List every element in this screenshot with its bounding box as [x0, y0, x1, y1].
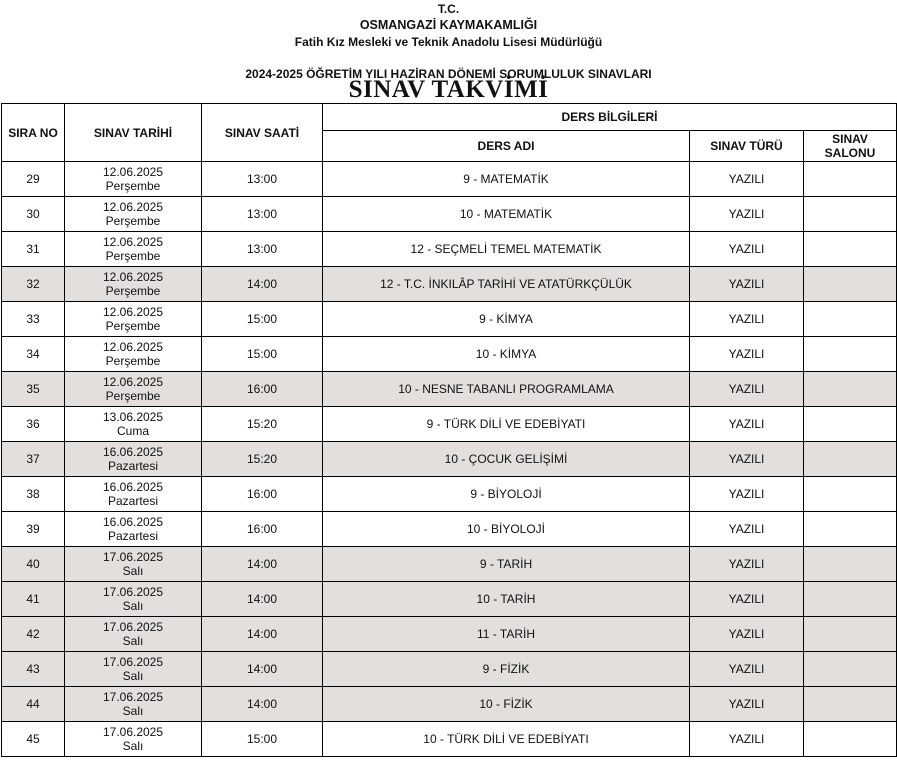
cell-sira-no: 29 — [2, 162, 65, 197]
cell-sira-no: 41 — [2, 582, 65, 617]
cell-sinav-salonu — [804, 372, 897, 407]
cell-sira-no: 32 — [2, 267, 65, 302]
table-row — [2, 722, 897, 757]
cell-day: Salı — [122, 739, 144, 753]
header-line-tc: T.C. — [437, 2, 460, 16]
cell-sinav-turu: YAZILI — [690, 162, 804, 197]
cell-sinav-tarihi — [65, 337, 202, 372]
cell-date: 17.06.2025 — [102, 585, 164, 599]
table-row — [2, 477, 897, 512]
cell-ders-adi: 10 - BİYOLOJİ — [323, 512, 690, 547]
column-group-ders-bilgileri: DERS BİLGİLERİ — [323, 104, 897, 131]
cell-sinav-tarihi — [65, 302, 202, 337]
cell-sinav-salonu — [804, 232, 897, 267]
column-header-sinav-salonu-line2: SALONU — [824, 146, 876, 160]
cell-date: 12.06.2025 — [102, 200, 164, 214]
table-row — [2, 582, 897, 617]
cell-sinav-tarihi — [65, 512, 202, 547]
header-line-term: 2024-2025 ÖĞRETİM YILI HAZİRAN DÖNEMİ SORUMLULUK SINAVLARI — [245, 67, 652, 81]
table-row — [2, 407, 897, 442]
cell-sinav-tarihi — [65, 232, 202, 267]
table-row — [2, 232, 897, 267]
cell-sinav-saati: 15:00 — [202, 722, 323, 757]
cell-sinav-saati: 13:00 — [202, 232, 323, 267]
cell-sinav-saati: 16:00 — [202, 372, 323, 407]
cell-sinav-tarihi — [65, 477, 202, 512]
cell-sinav-salonu — [804, 162, 897, 197]
cell-sira-no: 31 — [2, 232, 65, 267]
cell-sira-no: 35 — [2, 372, 65, 407]
cell-ders-adi: 10 - FİZİK — [323, 687, 690, 722]
cell-sinav-tarihi — [65, 722, 202, 757]
cell-ders-adi: 9 - BİYOLOJİ — [323, 477, 690, 512]
cell-sinav-salonu — [804, 197, 897, 232]
cell-sinav-salonu — [804, 512, 897, 547]
cell-day: Pazartesi — [107, 459, 159, 473]
cell-sinav-turu: YAZILI — [690, 722, 804, 757]
cell-day: Salı — [122, 669, 144, 683]
cell-ders-adi: 10 - TÜRK DİLİ VE EDEBİYATI — [323, 722, 690, 757]
column-header-ders-adi: DERS ADI — [323, 131, 690, 162]
cell-sinav-saati: 16:00 — [202, 477, 323, 512]
cell-ders-adi: 10 - MATEMATİK — [323, 197, 690, 232]
table-row — [2, 372, 897, 407]
cell-sinav-salonu — [804, 687, 897, 722]
document-title: SINAV TAKVİMİ — [348, 76, 549, 103]
cell-ders-adi: 9 - FİZİK — [323, 652, 690, 687]
cell-sinav-salonu — [804, 477, 897, 512]
cell-sinav-salonu — [804, 617, 897, 652]
cell-day: Perşembe — [105, 389, 161, 403]
cell-sira-no: 40 — [2, 547, 65, 582]
cell-sinav-saati: 14:00 — [202, 652, 323, 687]
cell-date: 12.06.2025 — [102, 305, 164, 319]
cell-sira-no: 39 — [2, 512, 65, 547]
header-line-school: Fatih Kız Mesleki ve Teknik Anadolu Lisesi Müdürlüğü — [294, 35, 603, 49]
cell-sira-no: 45 — [2, 722, 65, 757]
table-row — [2, 652, 897, 687]
table-row — [2, 302, 897, 337]
cell-day: Cuma — [116, 424, 149, 438]
cell-sinav-turu: YAZILI — [690, 512, 804, 547]
cell-ders-adi: 12 - SEÇMELİ TEMEL MATEMATİK — [323, 232, 690, 267]
cell-date: 13.06.2025 — [102, 410, 164, 424]
table-row — [2, 267, 897, 302]
cell-date: 17.06.2025 — [102, 725, 164, 739]
cell-ders-adi: 9 - TÜRK DİLİ VE EDEBİYATI — [323, 407, 690, 442]
table-row — [2, 512, 897, 547]
cell-date: 12.06.2025 — [102, 235, 164, 249]
cell-day: Salı — [122, 704, 144, 718]
cell-sinav-tarihi — [65, 267, 202, 302]
cell-date: 16.06.2025 — [102, 480, 164, 494]
cell-sinav-saati: 14:00 — [202, 617, 323, 652]
cell-sinav-tarihi — [65, 197, 202, 232]
cell-ders-adi: 10 - NESNE TABANLI PROGRAMLAMA — [323, 372, 690, 407]
cell-date: 16.06.2025 — [102, 445, 164, 459]
cell-sinav-salonu — [804, 337, 897, 372]
table-row — [2, 617, 897, 652]
cell-sinav-tarihi — [65, 162, 202, 197]
cell-ders-adi: 9 - KİMYA — [323, 302, 690, 337]
cell-sinav-turu: YAZILI — [690, 197, 804, 232]
cell-sinav-turu: YAZILI — [690, 302, 804, 337]
cell-ders-adi: 10 - TARİH — [323, 582, 690, 617]
cell-sinav-saati: 15:00 — [202, 337, 323, 372]
cell-sinav-turu: YAZILI — [690, 407, 804, 442]
cell-sinav-saati: 14:00 — [202, 687, 323, 722]
cell-sira-no: 34 — [2, 337, 65, 372]
column-header-sinav-salonu-line1: SINAV — [832, 132, 868, 146]
cell-day: Perşembe — [105, 249, 161, 263]
cell-sinav-salonu — [804, 407, 897, 442]
cell-day: Pazartesi — [107, 529, 159, 543]
cell-sinav-turu: YAZILI — [690, 232, 804, 267]
cell-ders-adi: 10 - KİMYA — [323, 337, 690, 372]
column-header-sinav-tarihi: SINAV TARİHİ — [65, 104, 202, 162]
cell-sinav-saati: 14:00 — [202, 582, 323, 617]
cell-sinav-turu: YAZILI — [690, 617, 804, 652]
cell-date: 17.06.2025 — [102, 690, 164, 704]
cell-date: 17.06.2025 — [102, 655, 164, 669]
document-header — [0, 0, 897, 102]
cell-sinav-turu: YAZILI — [690, 372, 804, 407]
cell-sinav-salonu — [804, 442, 897, 477]
cell-day: Salı — [122, 634, 144, 648]
cell-sinav-turu: YAZILI — [690, 477, 804, 512]
cell-sinav-salonu — [804, 652, 897, 687]
cell-day: Perşembe — [105, 354, 161, 368]
cell-date: 12.06.2025 — [102, 375, 164, 389]
cell-ders-adi: 9 - TARİH — [323, 547, 690, 582]
cell-day: Salı — [122, 599, 144, 613]
cell-sinav-salonu — [804, 547, 897, 582]
cell-day: Perşembe — [105, 284, 161, 298]
header-line-kaymakamlik: OSMANGAZİ KAYMAKAMLIĞI — [359, 18, 538, 32]
cell-sinav-turu: YAZILI — [690, 652, 804, 687]
cell-sinav-tarihi — [65, 442, 202, 477]
cell-date: 12.06.2025 — [102, 270, 164, 284]
cell-date: 17.06.2025 — [102, 550, 164, 564]
cell-sinav-saati: 15:00 — [202, 302, 323, 337]
cell-day: Perşembe — [105, 179, 161, 193]
cell-date: 17.06.2025 — [102, 620, 164, 634]
cell-day: Salı — [122, 564, 144, 578]
cell-sinav-salonu — [804, 582, 897, 617]
cell-sinav-saati: 15:20 — [202, 442, 323, 477]
cell-ders-adi: 10 - ÇOCUK GELİŞİMİ — [323, 442, 690, 477]
cell-sinav-saati: 13:00 — [202, 162, 323, 197]
table-row — [2, 547, 897, 582]
cell-sira-no: 33 — [2, 302, 65, 337]
cell-sinav-tarihi — [65, 617, 202, 652]
cell-day: Pazartesi — [107, 494, 159, 508]
cell-sinav-turu: YAZILI — [690, 547, 804, 582]
cell-sira-no: 42 — [2, 617, 65, 652]
cell-sinav-tarihi — [65, 372, 202, 407]
cell-day: Perşembe — [105, 214, 161, 228]
cell-sinav-tarihi — [65, 582, 202, 617]
table-row — [2, 162, 897, 197]
cell-date: 12.06.2025 — [102, 340, 164, 354]
column-header-sinav-salonu — [804, 131, 897, 162]
cell-ders-adi: 12 - T.C. İNKILÂP TARİHİ VE ATATÜRKÇÜLÜK — [323, 267, 690, 302]
cell-sinav-turu: YAZILI — [690, 337, 804, 372]
cell-sinav-tarihi — [65, 652, 202, 687]
cell-sinav-tarihi — [65, 547, 202, 582]
cell-ders-adi: 9 - MATEMATİK — [323, 162, 690, 197]
cell-sira-no: 43 — [2, 652, 65, 687]
table-row — [2, 337, 897, 372]
table-row — [2, 687, 897, 722]
cell-sira-no: 36 — [2, 407, 65, 442]
table-body — [2, 162, 897, 757]
column-header-sinav-saati: SINAV SAATİ — [202, 104, 323, 162]
cell-sinav-tarihi — [65, 407, 202, 442]
cell-sinav-tarihi — [65, 687, 202, 722]
cell-sinav-turu: YAZILI — [690, 267, 804, 302]
cell-sira-no: 44 — [2, 687, 65, 722]
cell-sinav-salonu — [804, 722, 897, 757]
column-header-sinav-turu: SINAV TÜRÜ — [690, 131, 804, 162]
cell-sinav-saati: 13:00 — [202, 197, 323, 232]
cell-ders-adi: 11 - TARİH — [323, 617, 690, 652]
exam-schedule-table — [1, 103, 897, 757]
cell-sinav-saati: 15:20 — [202, 407, 323, 442]
cell-day: Perşembe — [105, 319, 161, 333]
cell-sinav-saati: 14:00 — [202, 267, 323, 302]
cell-sira-no: 30 — [2, 197, 65, 232]
cell-sinav-saati: 14:00 — [202, 547, 323, 582]
cell-date: 12.06.2025 — [102, 165, 164, 179]
cell-sira-no: 37 — [2, 442, 65, 477]
cell-sira-no: 38 — [2, 477, 65, 512]
table-row — [2, 197, 897, 232]
cell-sinav-saati: 16:00 — [202, 512, 323, 547]
column-header-sira-no: SIRA NO — [2, 104, 65, 162]
cell-sinav-turu: YAZILI — [690, 442, 804, 477]
cell-sinav-salonu — [804, 267, 897, 302]
cell-sinav-salonu — [804, 302, 897, 337]
table-row — [2, 442, 897, 477]
cell-date: 16.06.2025 — [102, 515, 164, 529]
cell-sinav-turu: YAZILI — [690, 687, 804, 722]
cell-sinav-turu: YAZILI — [690, 582, 804, 617]
